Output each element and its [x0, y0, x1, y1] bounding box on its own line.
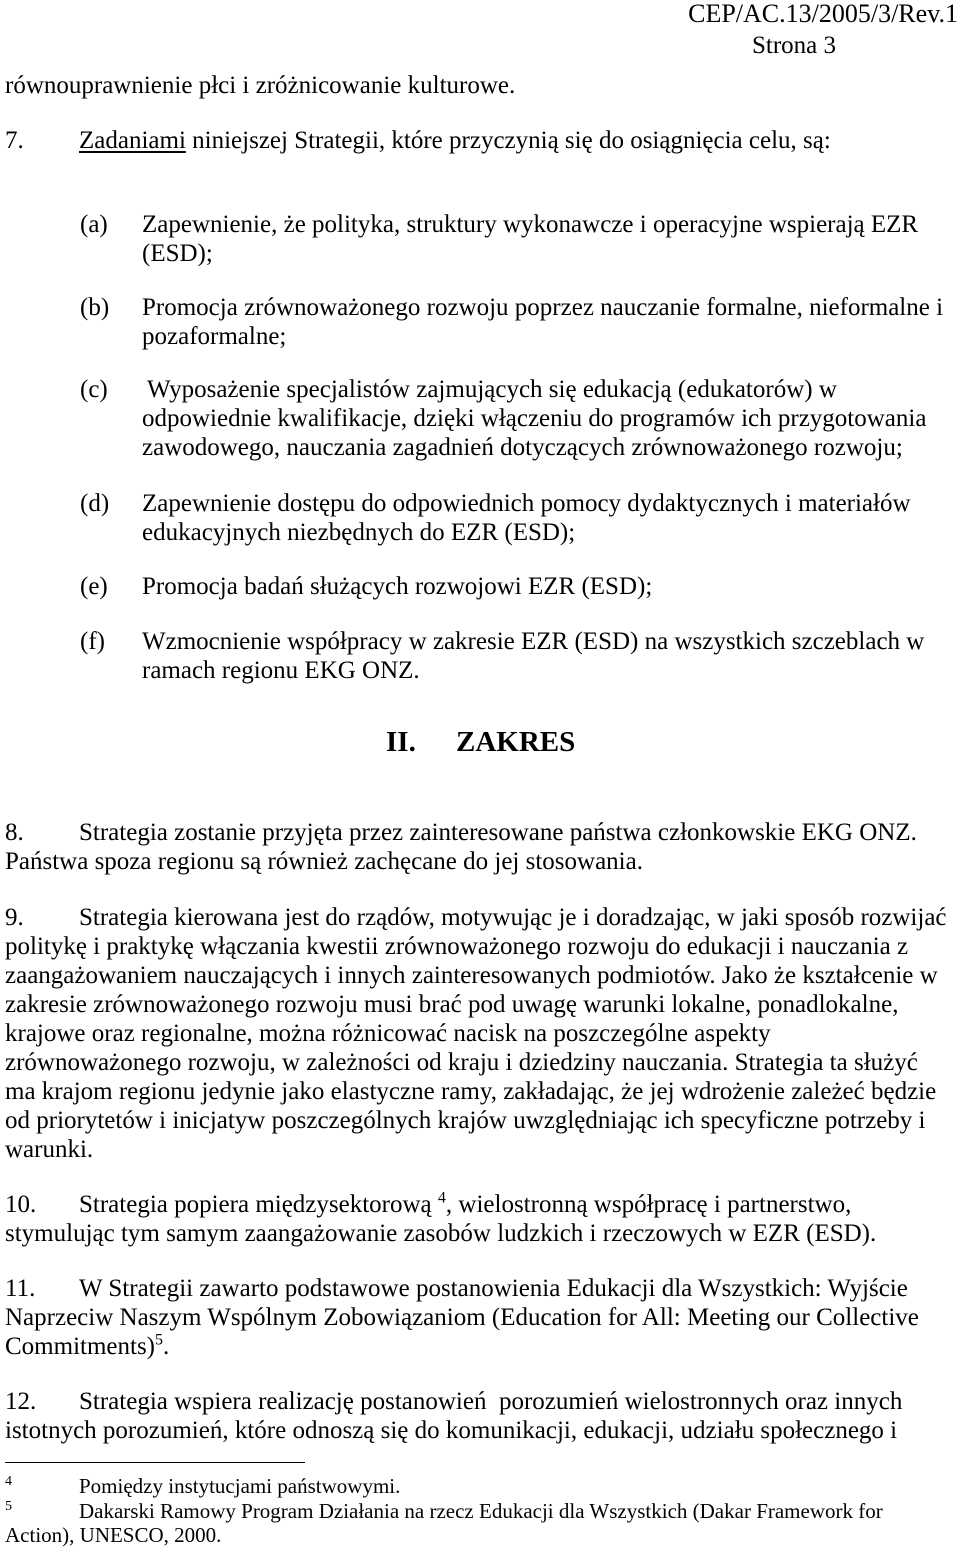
- paragraph-7-rest: niniejszej Strategii, które przyczynią się do osiągnięcia celu, są:: [185, 127, 831, 154]
- footnote-line: Action), UNESCO, 2000.: [5, 1523, 222, 1547]
- task-line: Promocja zrównoważonego rozwoju poprzez nauczanie formalne, nieformalne i: [142, 294, 944, 321]
- underlined-word: Zadaniami: [79, 127, 186, 154]
- paragraph-8-text: Strategia zostanie przyjęta przez zainteresowane państwa członkowskie EKG ONZ.: [79, 819, 917, 846]
- page-number: Strona 3: [752, 32, 837, 59]
- footnote-4: [5, 1474, 958, 1498]
- section-numeral: II.: [386, 726, 416, 758]
- paragraph-9-line: krajowe oraz regionalne, można różnicować nacisk na poszczególne aspekty: [5, 1020, 771, 1047]
- paragraph-number: 10.: [5, 1191, 37, 1218]
- task-text: [142, 293, 958, 351]
- paragraph-11-line: Naprzeciw Naszym Wspólnym Zobowiązaniom (Education for All: Meeting our Collective: [5, 1304, 919, 1331]
- paragraph-7: [5, 126, 958, 155]
- footnote-number-box: [5, 1474, 79, 1498]
- paragraph-9-line: politykę i praktykę włączania kwestii zrównoważonego rozwoju do edukacji i nauczania z: [5, 933, 909, 960]
- footnote-reference: 4: [437, 1189, 446, 1207]
- task-text: [142, 210, 958, 268]
- paragraph-12-line: istotnych porozumień, które odnoszą się do komunikacji, edukacji, udziału społecznego i: [5, 1417, 898, 1444]
- paragraph-10: [5, 1190, 958, 1248]
- task-text: [142, 572, 958, 601]
- paragraph-9: [5, 903, 958, 1164]
- task-item-f: [80, 627, 958, 685]
- task-label: (b): [80, 294, 110, 321]
- task-label: (d): [80, 490, 110, 517]
- footnote-text: Pomiędzy instytucjami państwowymi.: [79, 1474, 401, 1498]
- paragraph-number: 8.: [5, 819, 24, 846]
- paragraph-number: 9.: [5, 904, 24, 931]
- footnote-line: [5, 1474, 958, 1498]
- paragraph-8: [5, 818, 958, 876]
- paragraph-9-line: warunki.: [5, 1136, 94, 1163]
- task-item-a: [80, 210, 958, 268]
- task-line: zawodowego, nauczania zagadnień dotyczących zrównoważonego rozwoju;: [142, 434, 903, 461]
- paragraph-11: [5, 1274, 958, 1361]
- paragraph-9-line: zaangażowaniem nauczających i innych zainteresowanych podmiotów. Jako że kształcenie w: [5, 962, 938, 989]
- task-line: Promocja badań służących rozwojowi EZR (ESD);: [142, 573, 653, 600]
- paragraph-11-line: [5, 1332, 958, 1361]
- paragraph-number: 12.: [5, 1388, 37, 1415]
- paragraph-9-line: zrównoważonego rozwoju, w zależności od kraju i dziedziny nauczania. Strategia ta służyć: [5, 1049, 918, 1076]
- paragraph-10-line: stymulując tym samym zaangażowanie zasobów ludzkich i rzeczowych w EZR (ESD).: [5, 1220, 877, 1247]
- task-label: (e): [80, 573, 108, 600]
- paragraph-11-text-after: .: [163, 1333, 170, 1360]
- paragraph-8-line: [5, 818, 958, 847]
- paragraph-10-text: [79, 1190, 851, 1219]
- paragraph-11-text: W Strategii zawarto podstawowe postanowienia Edukacji dla Wszystkich: Wyjście: [79, 1275, 908, 1302]
- task-line: pozaformalne;: [142, 323, 287, 350]
- section-title: ZAKRES: [456, 726, 576, 758]
- section-heading: [386, 725, 575, 759]
- paragraph-12: [5, 1387, 958, 1445]
- task-line: edukacyjnych niezbędnych do EZR (ESD);: [142, 519, 576, 546]
- paragraph-9-line: zakresie zrównoważonego rozwoju musi brać pod uwagę warunki lokalne, ponadlokalne,: [5, 991, 899, 1018]
- task-item-e: [80, 572, 958, 601]
- paragraph-9-line: od priorytetów i inicjatyw poszczególnych krajów uwzględniając ich specyficzne potrzeby i: [5, 1107, 926, 1134]
- footnote-number-box: [5, 1499, 79, 1523]
- footnote-number: 5: [5, 1499, 12, 1514]
- footnote-number: 4: [5, 1474, 12, 1489]
- paragraph-10-line: [5, 1190, 958, 1219]
- paragraph-7-text: [79, 126, 831, 155]
- task-line: (ESD);: [142, 240, 213, 267]
- footnote-5: [5, 1499, 958, 1547]
- paragraph-9-line: [5, 903, 958, 932]
- task-text: [142, 627, 958, 685]
- paragraph-7-line: [5, 126, 958, 155]
- task-label: (a): [80, 211, 108, 238]
- paragraph-8-line: Państwa spoza regionu są również zachęcane do jej stosowania.: [5, 848, 643, 875]
- task-label: (c): [80, 376, 108, 403]
- task-label: (f): [80, 628, 105, 655]
- task-line: odpowiednie kwalifikacje, dzięki włączeniu do programów ich przygotowania: [142, 405, 927, 432]
- task-item-d: [80, 489, 958, 547]
- paragraph-10-text-before: Strategia popiera międzysektorową: [79, 1191, 438, 1218]
- paragraph-11-text-before: Commitments): [5, 1333, 155, 1360]
- task-line: Zapewnienie, że polityka, struktury wykonawcze i operacyjne wspierają EZR: [142, 211, 919, 238]
- document-symbol: CEP/AC.13/2005/3/Rev.1: [688, 0, 958, 28]
- carryover-line: równouprawnienie płci i zróżnicowanie kulturowe.: [5, 72, 516, 99]
- paragraph-12-text: Strategia wspiera realizację postanowień porozumień wielostronnych oraz innych: [79, 1388, 903, 1415]
- footnote-line: [5, 1499, 958, 1523]
- paragraph-11-line: [5, 1274, 958, 1303]
- task-item-c: [80, 375, 958, 462]
- task-line: Wyposażenie specjalistów zajmujących się edukacją (edukatorów) w: [147, 376, 837, 403]
- task-text: [142, 375, 958, 462]
- paragraph-12-line: [5, 1387, 958, 1416]
- task-line: Zapewnienie dostępu do odpowiednich pomocy dydaktycznych i materiałów: [142, 490, 911, 517]
- footnote-text: Dakarski Ramowy Program Działania na rzecz Edukacji dla Wszystkich (Dakar Framework for: [79, 1499, 883, 1523]
- task-item-b: [80, 293, 958, 351]
- paragraph-10-text-after: , wielostronną współpracę i partnerstwo,: [445, 1191, 852, 1218]
- footnote-reference: 5: [155, 1331, 163, 1349]
- task-text: [142, 489, 958, 547]
- task-line: Wzmocnienie współpracy w zakresie EZR (ESD) na wszystkich szczeblach w: [142, 628, 925, 655]
- paragraph-number: 11.: [5, 1275, 36, 1302]
- footnote-separator: [5, 1462, 305, 1463]
- paragraph-9-line: ma krajom regionu jedynie jako elastyczne ramy, zakładając, że jej wdrożenie zależeć będzie: [5, 1078, 937, 1105]
- paragraph-9-text: Strategia kierowana jest do rządów, motywując je i doradzając, w jaki sposób rozwijać: [79, 904, 947, 931]
- paragraph-number: 7.: [5, 127, 24, 154]
- task-line: ramach regionu EKG ONZ.: [142, 657, 420, 684]
